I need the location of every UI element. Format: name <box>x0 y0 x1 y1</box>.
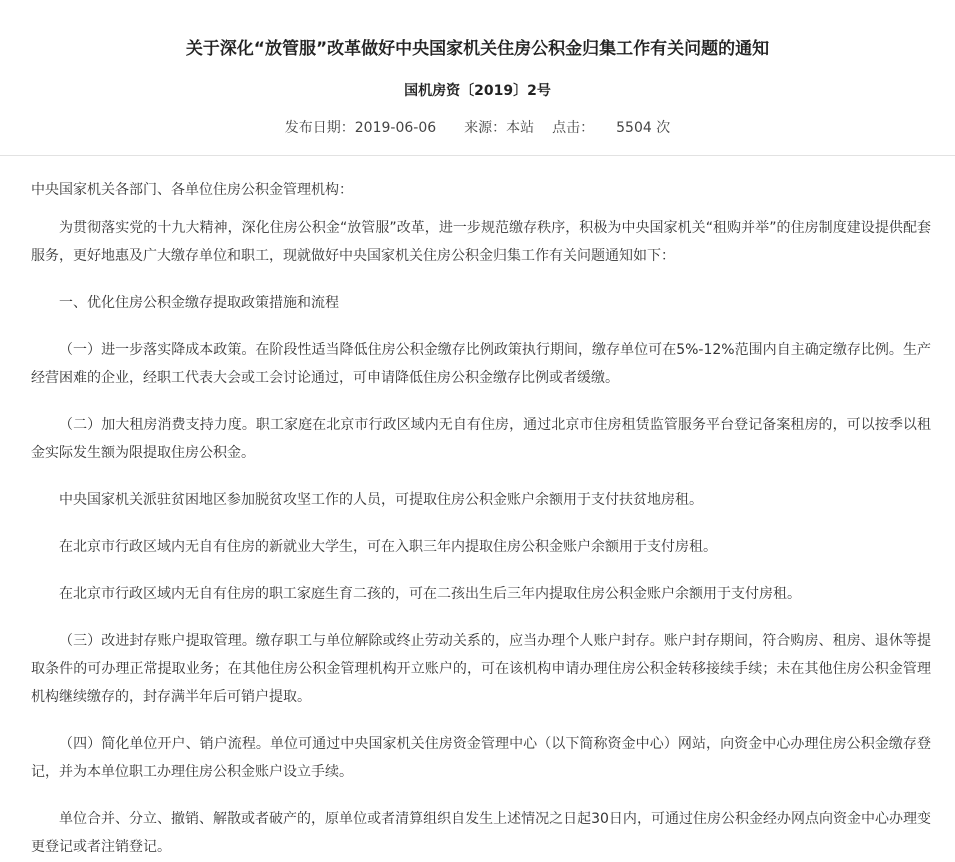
views-unit: 次 <box>656 120 671 136</box>
paragraph-item-3: （三）改进封存账户提取管理。缴存职工与单位解除或终止劳动关系的，应当办理个人账户封存。账户封存期间，符合购房、租房、退休等提取条件的可办理正常提取业务；在其他住房公积金管理机构开立账户的，可在该机构申请办理住房公积金转移接续手续；未在其他住房公积金管理机构继续缴存的，封存满半年后可销户提取。 <box>31 633 931 705</box>
views-label: 点击： <box>552 120 595 136</box>
article-header <box>0 0 955 139</box>
paragraph-item-2a: 中央国家机关派驻贫困地区参加脱贫攻坚工作的人员，可提取住房公积金账户余额用于支付扶贫地房租。 <box>59 492 703 508</box>
source-value: 本站 <box>506 120 535 136</box>
page-title: 关于深化“放管服”改革做好中央国家机关住房公积金归集工作有关问题的通知 <box>185 39 770 59</box>
paragraph-item-4: （四）简化单位开户、销户流程。单位可通过中央国家机关住房资金管理中心（以下简称资金中心）网站，向资金中心办理住房公积金缴存登记，并为本单位职工办理住房公积金账户设立手续。 <box>31 736 931 780</box>
publish-date: 2019-06-06 <box>354 120 437 136</box>
article-meta <box>0 117 955 139</box>
paragraph-item-1: （一）进一步落实降成本政策。在阶段性适当降低住房公积金缴存比例政策执行期间，缴存单位可在5%-12%范围内自主确定缴存比例。生产经营困难的企业，经职工代表大会或工会讨论通过，可申请降低住房公积金缴存比例或者缓缴。 <box>31 342 931 386</box>
paragraph-item-2c: 在北京市行政区域内无自有住房的职工家庭生育二孩的，可在二孩出生后三年内提取住房公积金账户余额用于支付房租。 <box>59 586 801 602</box>
source-label: 来源： <box>464 120 507 136</box>
paragraph-item-2: （二）加大租房消费支持力度。职工家庭在北京市行政区域内无自有住房，通过北京市住房租赁监管服务平台登记备案租房的，可以按季以租金实际发生额为限提取住房公积金。 <box>31 417 931 461</box>
document-number: 国机房资〔2019〕2号 <box>404 83 551 99</box>
article-body <box>0 176 955 861</box>
header-divider <box>0 155 955 156</box>
publish-date-label: 发布日期： <box>284 120 355 136</box>
salutation: 中央国家机关各部门、各单位住房公积金管理机构： <box>31 182 353 198</box>
views-count: 5504 <box>616 120 652 136</box>
paragraph-item-4a: 单位合并、分立、撤销、解散或者破产的，原单位或者清算组织自发生上述情况之日起30日内，可通过住房公积金经办网点向资金中心办理变更登记或者注销登记。 <box>31 811 931 855</box>
paragraph-intro: 为贯彻落实党的十九大精神，深化住房公积金“放管服”改革，进一步规范缴存秩序，积极为中央国家机关“租购并举”的住房制度建设提供配套服务，更好地惠及广大缴存单位和职工，现就做好中央国家机关住房公积金归集工作有关问题通知如下： <box>31 220 931 264</box>
section-heading-1: 一、优化住房公积金缴存提取政策措施和流程 <box>59 295 339 311</box>
paragraph-item-2b: 在北京市行政区域内无自有住房的新就业大学生，可在入职三年内提取住房公积金账户余额用于支付房租。 <box>59 539 717 555</box>
